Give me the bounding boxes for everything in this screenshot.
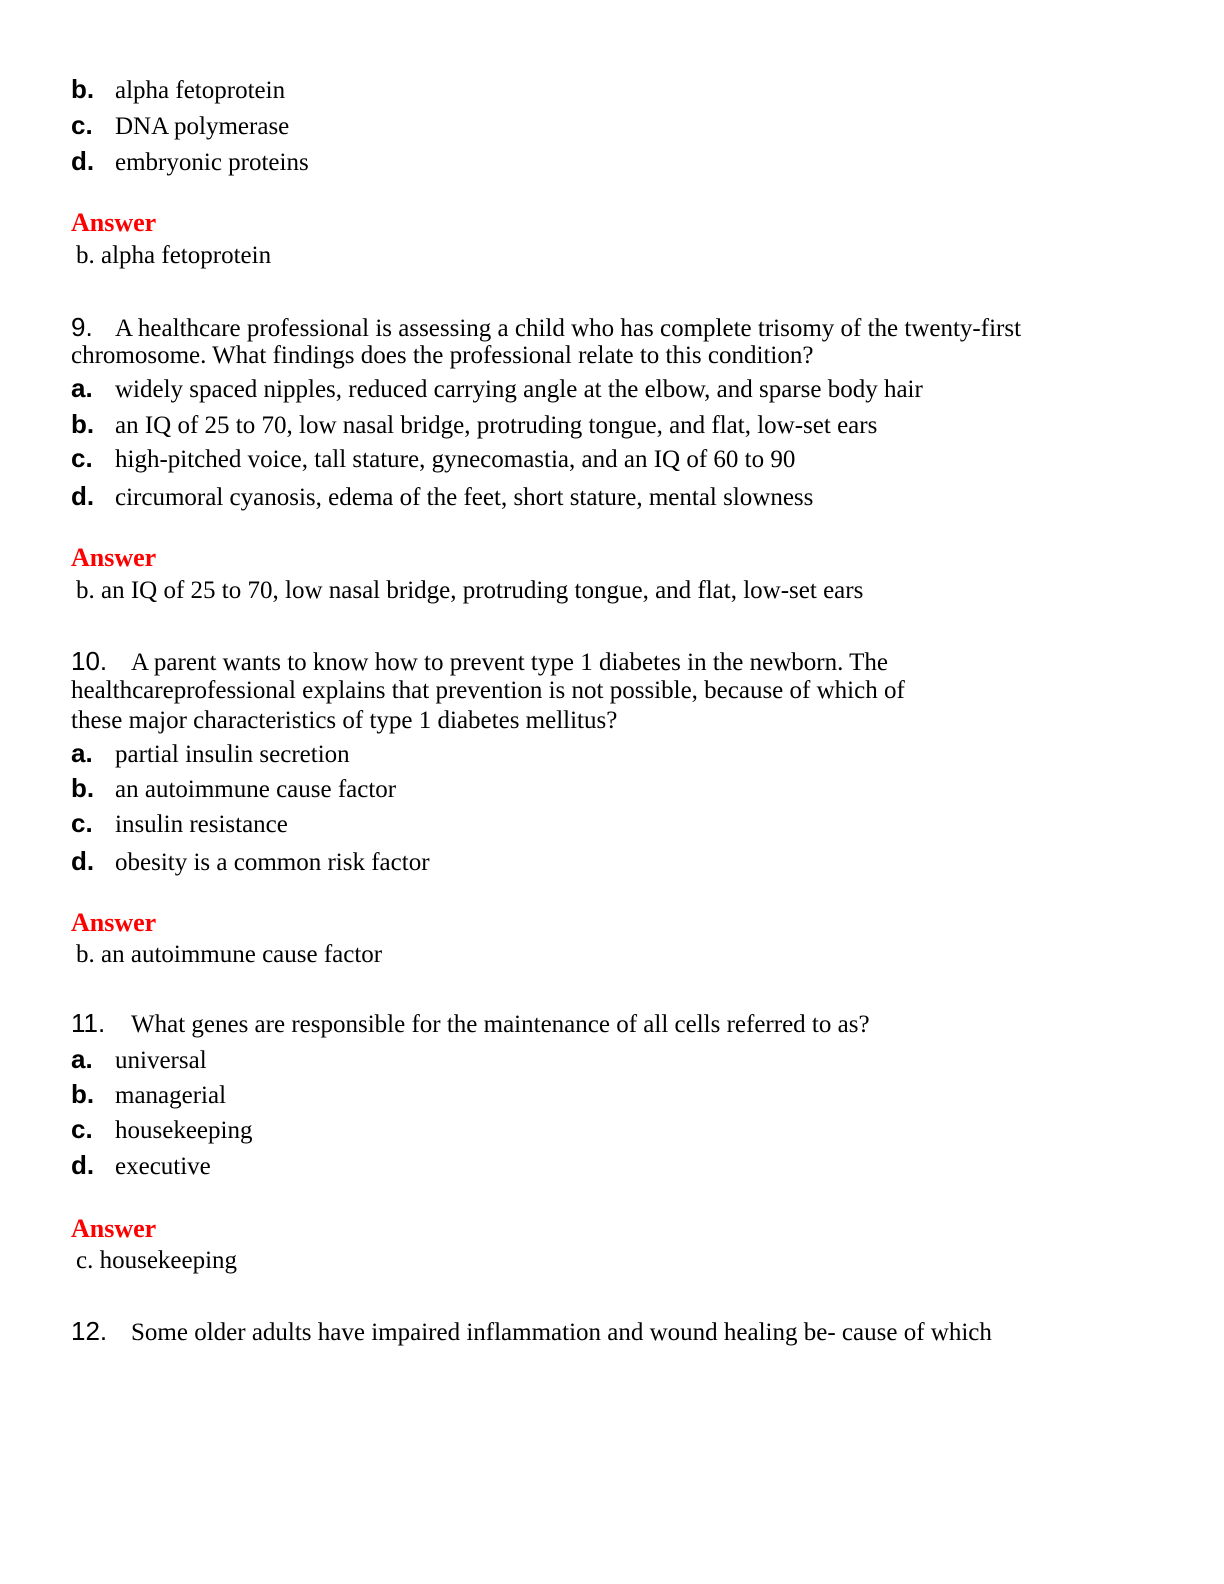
answer-text: b. alpha fetoprotein: [76, 242, 272, 269]
answer-label: Answer: [71, 543, 157, 572]
option-text: universal: [115, 1047, 207, 1074]
question-number: 11.: [71, 1008, 106, 1038]
option-letter: c.: [71, 1114, 93, 1144]
option-text: executive: [115, 1153, 211, 1180]
option-letter: c.: [71, 808, 93, 838]
option-letter: c.: [71, 110, 93, 140]
answer-text: b. an IQ of 25 to 70, low nasal bridge, protruding tongue, and flat, low-set ears: [76, 577, 864, 604]
question-10-line-2: healthcareprofessional explains that prevention is not possible, because of which of: [71, 677, 905, 704]
option-text: DNA polymerase: [115, 113, 290, 140]
option-letter: c.: [71, 443, 93, 473]
option-text: obesity is a common risk factor: [115, 849, 430, 876]
option-a: [71, 1044, 207, 1076]
option-b: [71, 773, 396, 805]
question-10-line-3: these major characteristics of type 1 diabetes mellitus?: [71, 707, 618, 734]
option-c: [71, 443, 795, 475]
option-b: [71, 74, 285, 106]
question-9-line-2: chromosome. What findings does the professional relate to this condition?: [71, 342, 814, 369]
option-text: high-pitched voice, tall stature, gynecomastia, and an IQ of 60 to 90: [115, 446, 796, 473]
option-text: an IQ of 25 to 70, low nasal bridge, protruding tongue, and flat, low-set ears: [115, 412, 878, 439]
option-text: partial insulin secretion: [115, 741, 350, 768]
option-letter: b.: [71, 1079, 95, 1109]
question-number: 12.: [71, 1316, 108, 1346]
option-letter: b.: [71, 773, 95, 803]
option-text: insulin resistance: [115, 811, 288, 838]
option-text: alpha fetoprotein: [115, 77, 286, 104]
option-c: [71, 110, 289, 142]
option-letter: d.: [71, 146, 95, 176]
option-c: [71, 808, 288, 840]
question-12-line-1: [71, 1316, 992, 1348]
option-text: housekeeping: [115, 1117, 253, 1144]
question-text: A healthcare professional is assessing a child who has complete trisomy of the twenty-first: [115, 315, 1022, 342]
option-d: [71, 146, 309, 178]
option-letter: a.: [71, 738, 93, 768]
option-letter: d.: [71, 1150, 95, 1180]
option-d: [71, 481, 813, 513]
option-d: [71, 1150, 211, 1182]
option-c: [71, 1114, 252, 1146]
answer-text: b. an autoimmune cause factor: [76, 941, 383, 968]
option-letter: b.: [71, 409, 95, 439]
question-text: A parent wants to know how to prevent type 1 diabetes in the newborn. The: [131, 649, 889, 676]
option-text: widely spaced nipples, reduced carrying angle at the elbow, and sparse body hair: [115, 376, 923, 403]
answer-label: Answer: [71, 908, 157, 937]
option-letter: a.: [71, 1044, 93, 1074]
option-letter: d.: [71, 846, 95, 876]
question-text: What genes are responsible for the maintenance of all cells referred to as?: [131, 1011, 870, 1038]
option-text: an autoimmune cause factor: [115, 776, 397, 803]
option-a: [71, 738, 350, 770]
question-text: Some older adults have impaired inflammation and wound healing be- cause of which: [131, 1319, 992, 1346]
question-10-line-1: [71, 646, 888, 678]
option-letter: d.: [71, 481, 95, 511]
answer-label: Answer: [71, 1214, 157, 1243]
question-11-line-1: [71, 1008, 870, 1040]
option-d: [71, 846, 430, 878]
option-text: managerial: [115, 1082, 227, 1109]
option-text: embryonic proteins: [115, 149, 309, 176]
option-b: [71, 1079, 226, 1111]
answer-text: c. housekeeping: [76, 1247, 238, 1274]
question-9-line-1: [71, 312, 1021, 344]
question-number: 9.: [71, 312, 93, 342]
option-letter: a.: [71, 373, 93, 403]
option-b: [71, 409, 877, 441]
option-letter: b.: [71, 74, 95, 104]
option-a: [71, 373, 923, 405]
answer-label: Answer: [71, 208, 157, 237]
question-number: 10.: [71, 646, 108, 676]
option-text: circumoral cyanosis, edema of the feet, short stature, mental slowness: [115, 484, 814, 511]
